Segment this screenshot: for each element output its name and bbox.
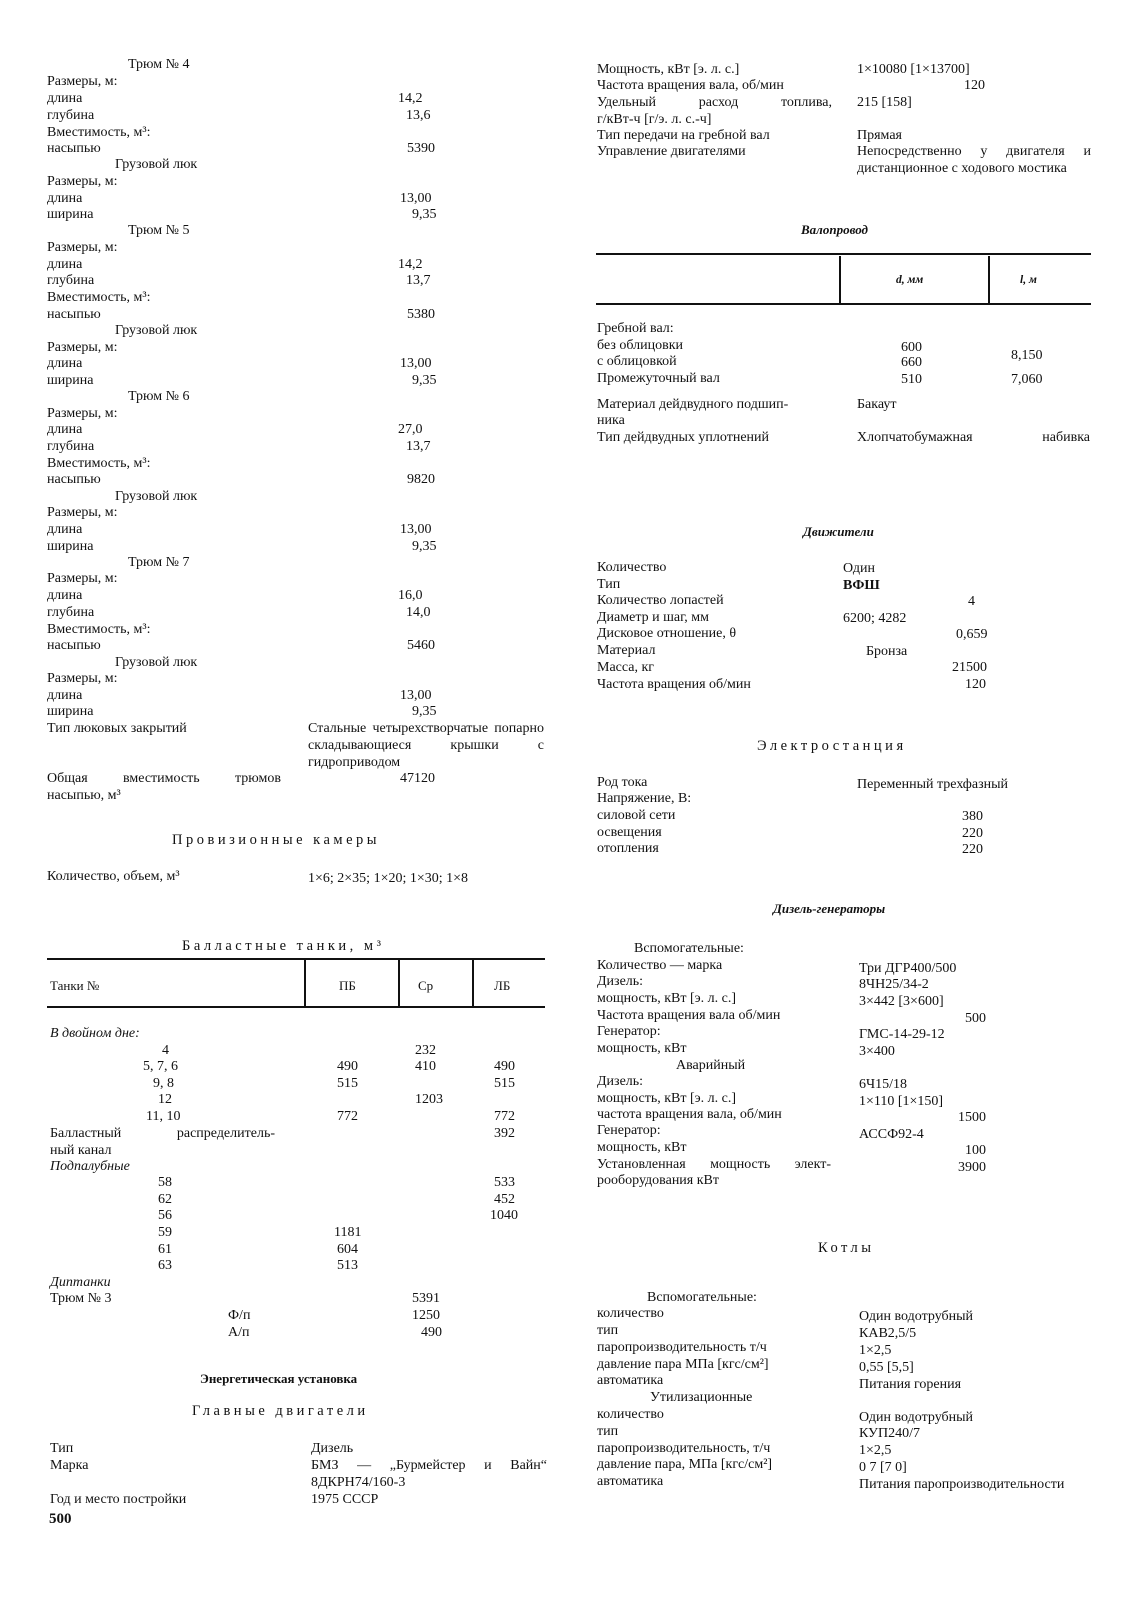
bulk-value: 5380 <box>407 307 435 322</box>
table-top-rule <box>47 958 545 960</box>
em-diesel-value: 6Ч15/18 <box>859 1077 907 1092</box>
hatch-dims-label: Размеры, м: <box>47 505 118 520</box>
hold-title: Трюм № 5 <box>128 223 190 238</box>
length-label: длина <box>47 422 83 437</box>
tank-name: 11, 10 <box>146 1109 181 1124</box>
depth-value: 13,7 <box>406 273 431 288</box>
prop-label: Тип <box>597 577 621 592</box>
tank-name: 63 <box>158 1258 172 1273</box>
engine-rpm-value: 120 <box>964 78 985 93</box>
col-divider <box>988 256 990 303</box>
tank-name: 61 <box>158 1242 172 1257</box>
engine-power-value: 1×10080 [1×13700] <box>857 62 970 77</box>
depth-value: 13,7 <box>406 439 431 454</box>
boiler-output-label: паропроизводительность т/ч <box>597 1340 767 1355</box>
tank-name: 4 <box>162 1043 169 1058</box>
em-power-label: мощность, кВт [э. л. с.] <box>597 1091 736 1106</box>
shaft-table-header-rule <box>596 303 1091 305</box>
bulk-value: 5460 <box>407 638 435 653</box>
hold-title: Трюм № 6 <box>128 389 190 404</box>
intermediate-shaft-l: 7,060 <box>1011 372 1043 387</box>
depth-value: 14,0 <box>406 605 431 620</box>
util-output-label: паропроизводительность, т/ч <box>597 1441 771 1456</box>
channel-lb: 392 <box>494 1126 515 1141</box>
tank-pb: 515 <box>337 1076 358 1091</box>
bulk-value: 9820 <box>407 472 435 487</box>
capacity-label: Вместимость, м³: <box>47 125 151 140</box>
col-divider <box>839 256 841 303</box>
tank-lb: 452 <box>494 1192 515 1207</box>
hatch-width-value: 9,35 <box>412 704 437 719</box>
bulk-value: 5390 <box>407 141 435 156</box>
prop-value: 4 <box>968 594 975 609</box>
dg-count-value: Три ДГР400/500 <box>859 961 957 976</box>
engine-power-label: Мощность, кВт [э. л. с.] <box>597 62 740 77</box>
prop-label: Частота вращения об/мин <box>597 677 751 692</box>
installed-power-label-2: рооборудования кВт <box>597 1173 720 1188</box>
em-power-value: 1×110 [1×150] <box>859 1094 944 1109</box>
current-label: Род тока <box>597 775 648 790</box>
control-label: Управление двигателями <box>597 144 746 159</box>
header-d: d, мм <box>896 274 924 286</box>
tank-name: 12 <box>158 1092 172 1107</box>
hatch-title: Грузовой люк <box>115 655 198 670</box>
tank-pb: 490 <box>337 1059 358 1074</box>
tank-sr: 1203 <box>415 1092 443 1107</box>
prop-label: Дисковое отношение, θ <box>597 626 737 641</box>
prop-label: Количество <box>597 560 667 575</box>
boiler-pressure-label: давление пара МПа [кгс/см²] <box>597 1357 769 1372</box>
util-type-value: КУП240/7 <box>859 1426 920 1441</box>
prop-value: 21500 <box>952 660 987 675</box>
boiler-auto-label: автоматика <box>597 1373 664 1388</box>
length-label: длина <box>47 91 83 106</box>
dims-label: Размеры, м: <box>47 240 118 255</box>
total-capacity-value: 47120 <box>400 771 435 786</box>
dg-gen-power-label: мощность, кВт <box>597 1041 687 1056</box>
tank-lb: 1040 <box>490 1208 518 1223</box>
hatch-length-label: длина <box>47 522 83 537</box>
boiler-aux-title: Вспомогательные: <box>647 1290 757 1305</box>
shafting-title: Валопровод <box>801 222 868 237</box>
header-tanks: Танки № <box>50 978 100 993</box>
hatch-covers-value: Стальные четырехстворчатые попарно складывающиеся крышки с гидроприводом <box>308 721 544 770</box>
total-capacity-label: Общая вместимость трюмов <box>47 771 281 786</box>
depth-label: глубина <box>47 273 95 288</box>
tank-sr: 410 <box>415 1059 436 1074</box>
transmission-value: Прямая <box>857 128 902 143</box>
tank-name: 5, 7, 6 <box>143 1059 178 1074</box>
stern-bearing-value: Бакаут <box>857 397 897 412</box>
current-value: Переменный трехфазный <box>857 777 1008 792</box>
dg-aux-title: Вспомогательные: <box>634 941 744 956</box>
util-output-value: 1×2,5 <box>859 1443 892 1458</box>
prop-value: Один <box>843 561 876 576</box>
hatch-width-label: ширина <box>47 207 94 222</box>
prop-value: 0,659 <box>956 627 988 642</box>
propeller-shaft-label: Гребной вал: <box>597 321 674 336</box>
tank-sr: 232 <box>415 1043 436 1058</box>
hatch-dims-label: Размеры, м: <box>47 174 118 189</box>
depth-value: 13,6 <box>406 108 431 123</box>
prop-label: Масса, кг <box>597 660 655 675</box>
dg-gen-power-value: 3×400 <box>859 1044 895 1059</box>
em-gen-power-value: 100 <box>965 1143 986 1158</box>
header-pb: ПБ <box>339 978 356 993</box>
shaft-table-top-rule <box>596 253 1091 255</box>
prop-value: Бронза <box>866 644 908 659</box>
fp-value: 1250 <box>412 1308 440 1323</box>
stern-bearing-label-2: ника <box>597 413 625 428</box>
engine-type-value: Дизель <box>311 1441 354 1456</box>
length-value: 14,2 <box>398 91 423 106</box>
total-capacity-label-2: насыпью, м³ <box>47 788 121 803</box>
bulk-label: насыпью <box>47 141 101 156</box>
tank-lb: 533 <box>494 1175 515 1190</box>
col-divider <box>304 960 306 1006</box>
dg-diesel-value: 8ЧН25/34-2 <box>859 977 929 992</box>
em-generator-label: Генератор: <box>597 1123 661 1138</box>
installed-power-label: Установленная мощность элект- <box>597 1157 831 1172</box>
length-label: длина <box>47 257 83 272</box>
with-lining-label: с облицовкой <box>597 354 677 369</box>
boiler-output-value: 1×2,5 <box>859 1343 892 1358</box>
tank-name: 56 <box>158 1208 172 1223</box>
hatch-title: Грузовой люк <box>115 157 198 172</box>
group-deeptanks: Диптанки <box>50 1275 111 1290</box>
tank-name: 9, 8 <box>153 1076 174 1091</box>
provisions-label: Количество, объем, м³ <box>47 869 180 884</box>
power-net-value: 380 <box>962 809 983 824</box>
tank-name: 58 <box>158 1175 172 1190</box>
diesel-generators-title: Дизель-генераторы <box>773 901 886 916</box>
hold-title: Трюм № 7 <box>128 555 190 570</box>
tank-name: 59 <box>158 1225 172 1240</box>
lighting-label: освещения <box>597 825 662 840</box>
installed-power-value: 3900 <box>958 1160 986 1175</box>
util-auto-value: Питания паропроизводительности <box>859 1477 1065 1492</box>
capacity-label: Вместимость, м³: <box>47 622 151 637</box>
hatch-title: Грузовой люк <box>115 489 198 504</box>
boiler-type-label: тип <box>597 1323 619 1338</box>
hatch-width-value: 9,35 <box>412 207 437 222</box>
power-station-title: Электростанция <box>757 738 907 754</box>
hatch-length-label: длина <box>47 356 83 371</box>
hatch-width-value: 9,35 <box>412 373 437 388</box>
tank-pb: 1181 <box>334 1225 362 1240</box>
stern-bearing-label: Материал дейдвудного подшип- <box>597 397 789 412</box>
capacity-label: Вместимость, м³: <box>47 456 151 471</box>
hatch-dims-label: Размеры, м: <box>47 671 118 686</box>
prop-label: Количество лопастей <box>597 593 724 608</box>
heating-label: отопления <box>597 841 659 856</box>
transmission-label: Тип передачи на гребной вал <box>597 128 770 143</box>
engine-type-label: Тип <box>50 1441 74 1456</box>
hatch-length-label: длина <box>47 191 83 206</box>
lighting-value: 220 <box>962 826 983 841</box>
engine-year-value: 1975 СССР <box>311 1492 379 1507</box>
util-pressure-value: 0 7 [7 0] <box>859 1460 907 1475</box>
hatch-length-value: 13,00 <box>400 688 432 703</box>
tank-pb: 772 <box>337 1109 358 1124</box>
provisions-title: Провизионные камеры <box>172 832 381 848</box>
tank-lb: 515 <box>494 1076 515 1091</box>
header-lb: ЛБ <box>494 978 511 993</box>
boiler-util-title: Утилизационные <box>650 1390 753 1405</box>
bulk-label: насыпью <box>47 307 101 322</box>
dg-count-label: Количество — марка <box>597 958 723 973</box>
depth-label: глубина <box>47 439 95 454</box>
em-rpm-value: 1500 <box>958 1110 986 1125</box>
em-diesel-label: Дизель: <box>597 1074 644 1089</box>
dg-power-label: мощность, кВт [э. л. с.] <box>597 991 736 1006</box>
util-count-label: количество <box>597 1407 664 1422</box>
bulk-label: насыпью <box>47 472 101 487</box>
channel-label: Балластный распределитель- <box>50 1126 275 1141</box>
stern-seal-label: Тип дейдвудных уплотнений <box>597 430 770 445</box>
hatch-title: Грузовой люк <box>115 323 198 338</box>
boiler-count-value: Один водотрубный <box>859 1309 974 1324</box>
intermediate-shaft-d: 510 <box>901 372 922 387</box>
prop-label: Диаметр и шаг, мм <box>597 610 709 625</box>
engine-brand-value: БМЗ — „Бурмейстер и Вайн“ <box>311 1458 547 1473</box>
prop-value: 6200; 4282 <box>843 611 907 626</box>
util-count-value: Один водотрубный <box>859 1410 974 1425</box>
with-lining-l: 8,150 <box>1011 348 1043 363</box>
prop-label: Материал <box>597 643 656 658</box>
length-value: 27,0 <box>398 422 423 437</box>
hatch-dims-label: Размеры, м: <box>47 340 118 355</box>
table-header-rule <box>47 1006 545 1008</box>
ballast-title: Балластные танки, м³ <box>182 938 385 954</box>
dg-rpm-label: Частота вращения вала об/мин <box>597 1008 781 1023</box>
header-l: l, м <box>1020 274 1037 286</box>
bulk-label: насыпью <box>47 638 101 653</box>
dg-generator-label: Генератор: <box>597 1024 661 1039</box>
prop-value: 120 <box>965 677 986 692</box>
intermediate-shaft-label: Промежуточный вал <box>597 371 720 386</box>
main-engines-title: Главные двигатели <box>192 1403 369 1419</box>
tank-name: 62 <box>158 1192 172 1207</box>
fuel-consumption-value: 215 [158] <box>857 95 912 110</box>
col-divider <box>472 960 474 1006</box>
without-lining-d: 600 <box>901 340 922 355</box>
dg-generator-value: ГМС-14-29-12 <box>859 1027 945 1042</box>
engine-brand-label: Марка <box>50 1458 89 1473</box>
em-generator-value: АССФ92-4 <box>859 1127 924 1142</box>
hatch-length-value: 13,00 <box>400 522 432 537</box>
group-double-bottom: В двойном дне: <box>50 1026 140 1041</box>
channel-label-2: ный канал <box>50 1143 112 1158</box>
power-plant-title: Энергетическая установка <box>200 1371 358 1386</box>
hatch-covers-label: Тип люковых закрытий <box>47 721 187 736</box>
hatch-width-label: ширина <box>47 539 94 554</box>
hatch-length-value: 13,00 <box>400 191 432 206</box>
boilers-title: Котлы <box>818 1240 875 1256</box>
header-sr: Ср <box>418 978 434 993</box>
tank-pb: 604 <box>337 1242 358 1257</box>
hatch-length-label: длина <box>47 688 83 703</box>
boiler-pressure-value: 0,55 [5,5] <box>859 1360 914 1375</box>
hatch-width-label: ширина <box>47 373 94 388</box>
length-label: длина <box>47 588 83 603</box>
boiler-count-label: количество <box>597 1306 664 1321</box>
boiler-type-value: КАВ2,5/5 <box>859 1326 917 1341</box>
hatch-width-value: 9,35 <box>412 539 437 554</box>
deep-hold-label: Трюм № 3 <box>50 1291 112 1306</box>
control-value: Непосредственно у двигателя и дистанционное с ходового мостика <box>857 144 1091 176</box>
prop-value: ВФШ <box>843 578 880 593</box>
util-auto-label: автоматика <box>597 1474 664 1489</box>
ap-value: 490 <box>421 1325 442 1340</box>
hold-title: Трюм № 4 <box>128 57 190 72</box>
dg-diesel-label: Дизель: <box>597 974 644 989</box>
hatch-width-label: ширина <box>47 704 94 719</box>
boiler-auto-value: Питания горения <box>859 1377 962 1392</box>
tank-pb: 513 <box>337 1258 358 1273</box>
capacity-label: Вместимость, м³: <box>47 290 151 305</box>
dims-label: Размеры, м: <box>47 406 118 421</box>
dg-emergency-title: Аварийный <box>676 1058 746 1073</box>
group-underdeck: Подпалубные <box>50 1159 130 1174</box>
length-value: 16,0 <box>398 588 423 603</box>
engine-rpm-label: Частота вращения вала, об/мин <box>597 78 784 93</box>
fuel-consumption-label-2: г/кВт-ч [г/э. л. с.-ч] <box>597 112 712 127</box>
propellers-title: Движители <box>803 524 874 539</box>
provisions-value: 1×6; 2×35; 1×20; 1×30; 1×8 <box>308 871 469 886</box>
page-number: 500 <box>49 1511 72 1527</box>
engine-year-label: Год и место постройки <box>50 1492 187 1507</box>
length-value: 14,2 <box>398 257 423 272</box>
dims-label: Размеры, м: <box>47 571 118 586</box>
util-type-label: тип <box>597 1424 619 1439</box>
engine-brand-value-2: 8ДКРН74/160-3 <box>311 1475 406 1490</box>
tank-lb: 772 <box>494 1109 515 1124</box>
deep-hold-value: 5391 <box>412 1291 440 1306</box>
depth-label: глубина <box>47 108 95 123</box>
ap-label: А/п <box>228 1325 250 1340</box>
tank-lb: 490 <box>494 1059 515 1074</box>
depth-label: глубина <box>47 605 95 620</box>
without-lining-label: без облицовки <box>597 338 684 353</box>
heating-value: 220 <box>962 842 983 857</box>
hatch-length-value: 13,00 <box>400 356 432 371</box>
fp-label: Ф/п <box>228 1308 251 1323</box>
voltage-label: Напряжение, В: <box>597 791 692 806</box>
dg-rpm-value: 500 <box>965 1011 986 1026</box>
col-divider <box>398 960 400 1006</box>
dims-label: Размеры, м: <box>47 74 118 89</box>
em-rpm-label: частота вращения вала, об/мин <box>597 1107 782 1122</box>
with-lining-d: 660 <box>901 355 922 370</box>
power-net-label: силовой сети <box>597 808 676 823</box>
em-gen-power-label: мощность, кВт <box>597 1140 687 1155</box>
dg-power-value: 3×442 [3×600] <box>859 994 944 1009</box>
fuel-consumption-label: Удельный расход топлива, <box>597 95 832 110</box>
util-pressure-label: давление пара, МПа [кгс/см²] <box>597 1457 773 1472</box>
stern-seal-value: Хлопчатобумажная набивка <box>857 430 1090 445</box>
